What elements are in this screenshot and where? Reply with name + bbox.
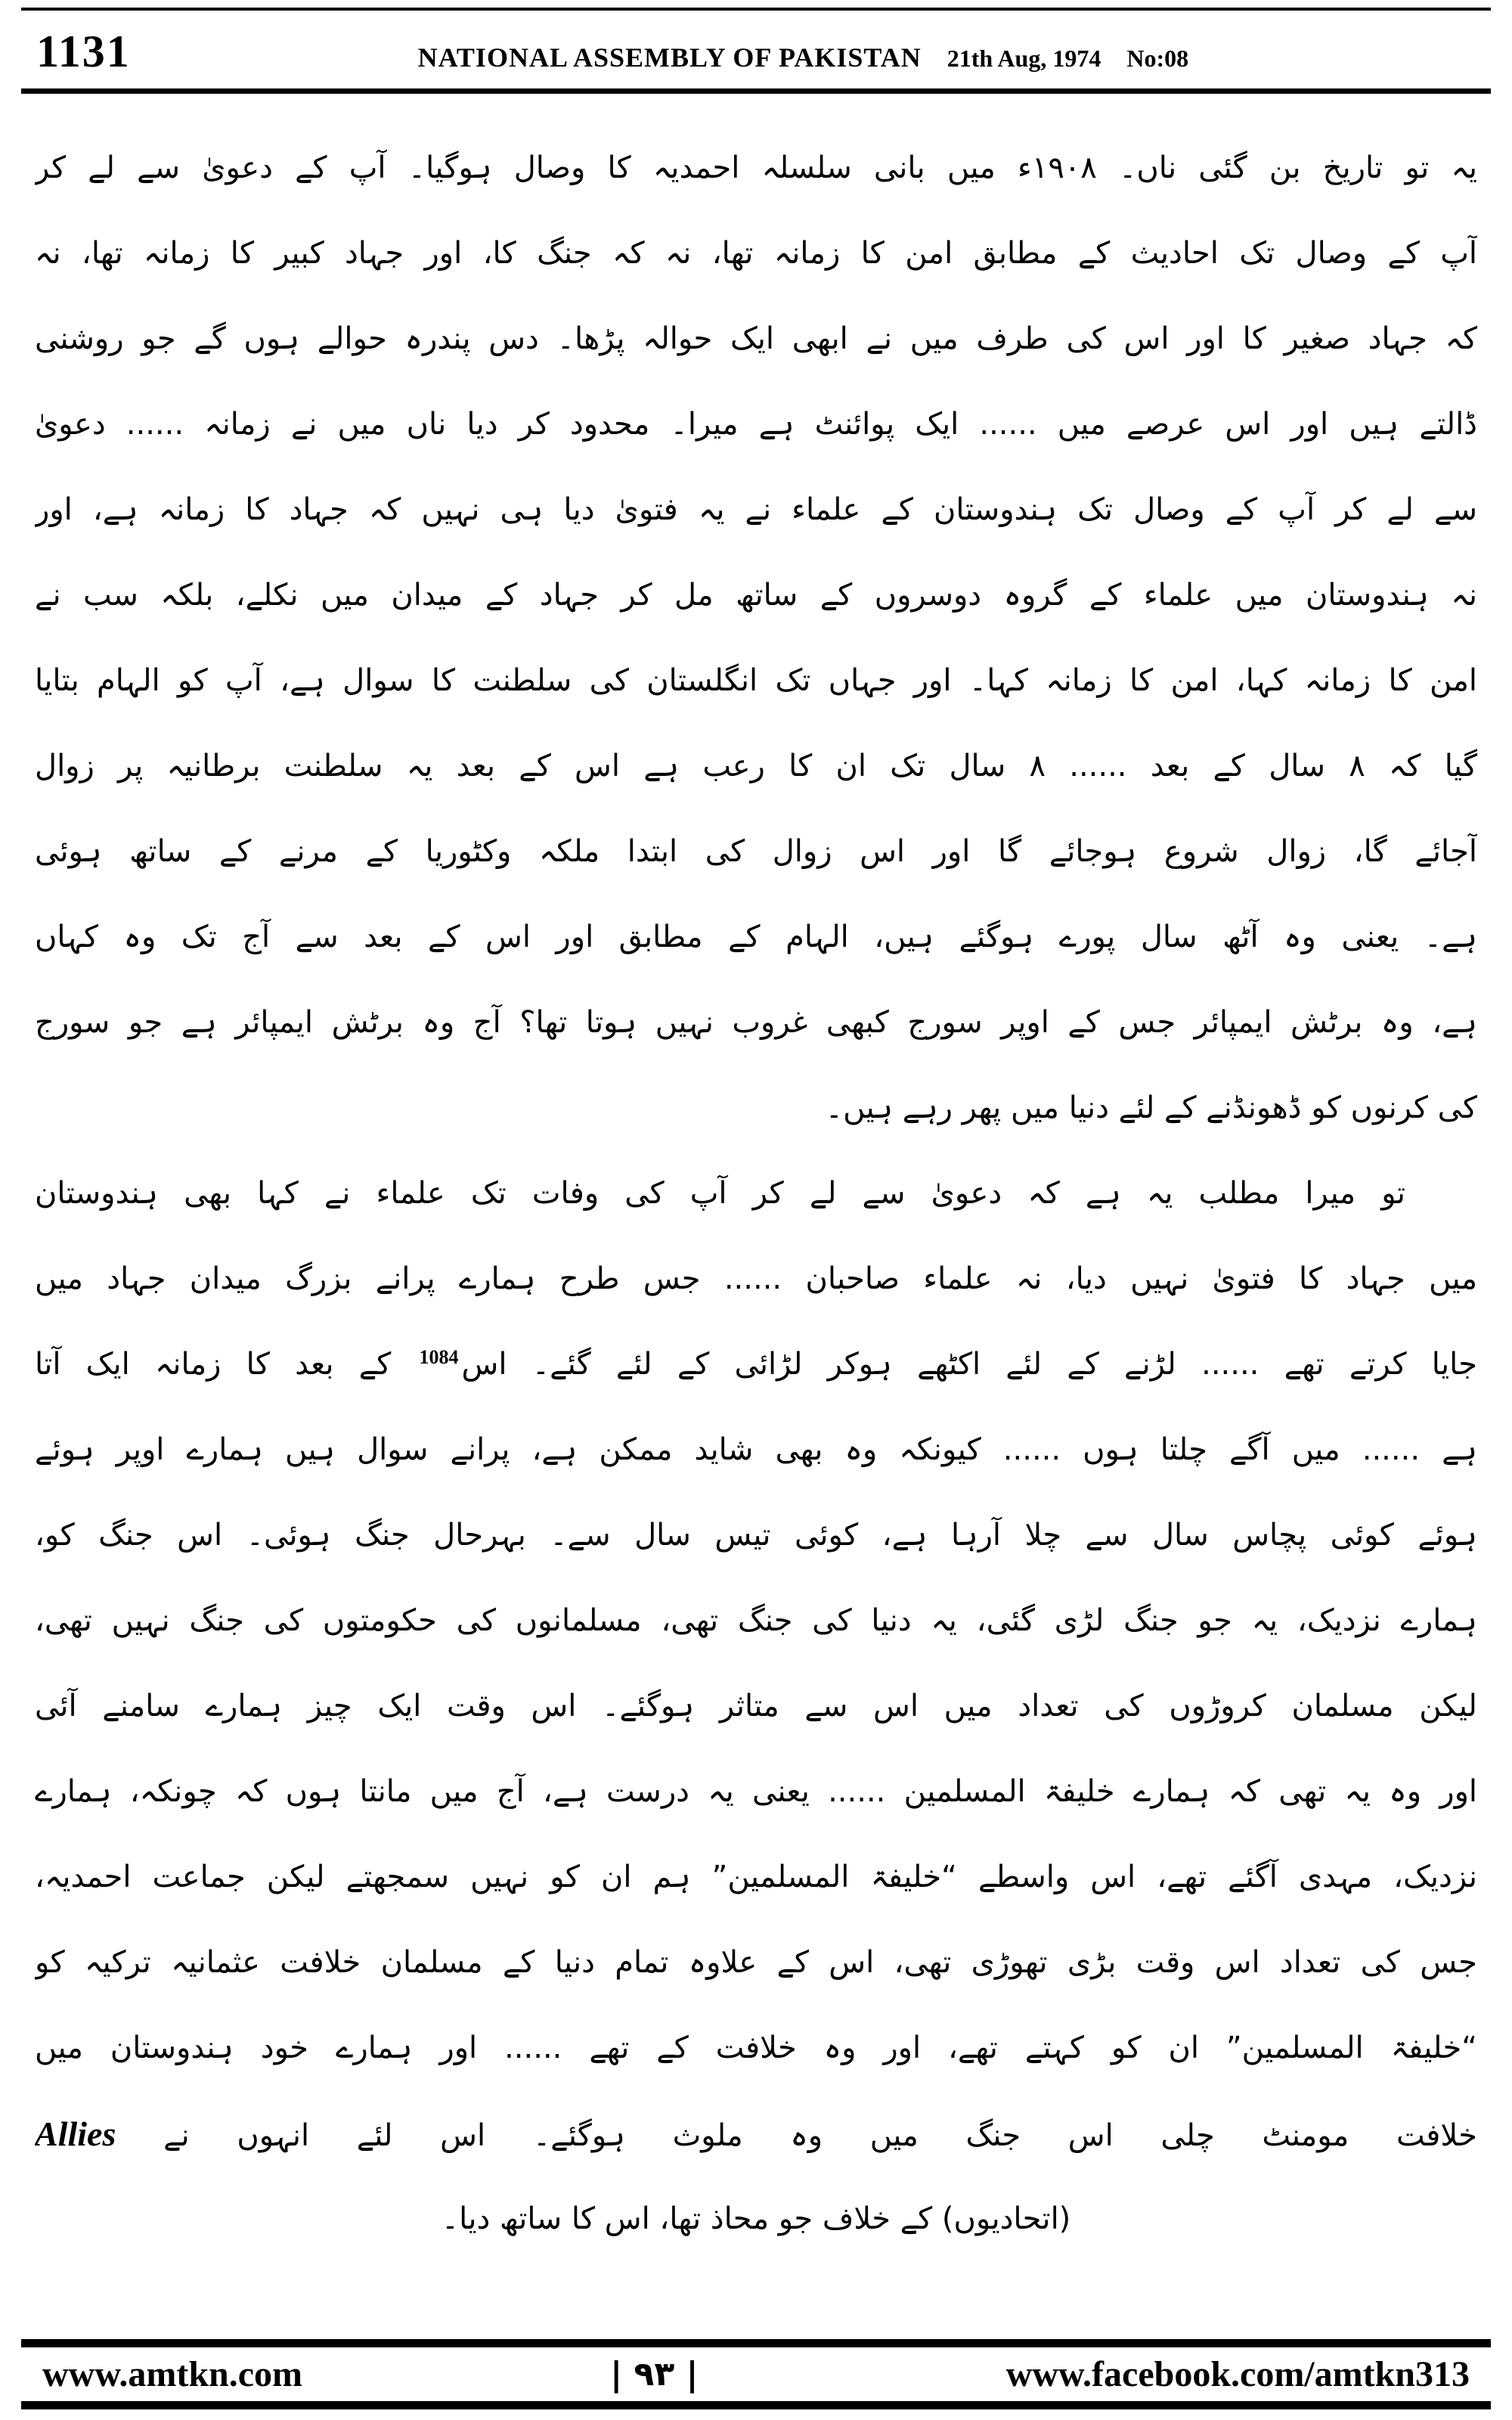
- body-line: ہے۔ یعنی وہ آٹھ سال پورے ہوگئے ہیں، الہام کے مطابق اور اس کے بعد سے آج تک وہ کہاں: [35, 920, 1477, 954]
- line-segment: خلافت مومنٹ چلی اس جنگ میں وہ ملوث ہوگئے۔ اس لئے انہوں نے: [163, 2118, 1477, 2153]
- line-segment: جایا کرتے تھے ...... لڑنے کے لئے اکٹھے ہوکر لڑائی کے لئے گئے۔ اس: [461, 1347, 1477, 1382]
- body-line: ہے ...... میں آگے چلتا ہوں ...... کیونکہ وہ بھی شاید ممکن ہے، پرانے سوال ہیں ہمارے اوپر ہوئے: [35, 1432, 1477, 1467]
- header-title-group: [131, 42, 1476, 73]
- body-line: ہوئے کوئی پچاس سال سے چلا آرہا ہے، کوئی تیس سال سے۔ بہرحال جنگ ہوئی۔ اس جنگ کو،: [35, 1518, 1477, 1553]
- facebook-url: www.facebook.com/amtkn313: [1005, 2354, 1470, 2394]
- footer-page-number: | ٩٣ |: [610, 2355, 699, 2394]
- body-line-paragraph-start: تو میرا مطلب یہ ہے کہ دعویٰ سے لے کر آپ کی وفات تک علماء نے کہا بھی ہندوستان: [35, 1176, 1405, 1211]
- website-url: www.amtkn.com: [42, 2354, 302, 2394]
- page-number: 1131: [36, 26, 131, 76]
- body-line-with-footnote: [35, 1322, 1477, 1407]
- body-line: آجائے گا، زوال شروع ہوجائے گا اور اس زوال کی ابتدا ملکہ وکٹوریا کے مرنے کے ساتھ ہوئی: [35, 834, 1477, 869]
- body-line: نزدیک، مہدی آگئے تھے، اس واسطے “خلیفۃ المسلمین” ہم ان کو نہیں سمجھتے لیکن جماعت احمدیہ،: [35, 1860, 1477, 1894]
- top-rule: [21, 8, 1491, 11]
- page-header: [0, 0, 1512, 78]
- issue-number: No:08: [1126, 45, 1189, 72]
- urdu-body-text: [0, 94, 1512, 2262]
- body-line: میں جہاد کا فتویٰ نہیں دیا، نہ علماء صاحبان ...... جس طرح ہمارے پرانے بزرگ میدان جہاد میں: [35, 1261, 1477, 1296]
- footnote-marker: 1084: [419, 1345, 459, 1368]
- body-line: ہے، وہ برٹش ایمپائر جس کے اوپر سورج کبھی غروب نہیں ہوتا تھا؟ آج وہ برٹش ایمپائر ہے جو سورج: [35, 1005, 1477, 1040]
- body-line: سے لے کر آپ کے وصال تک ہندوستان کے علماء نے یہ فتویٰ دیا ہی نہیں کہ جہاد کا زمانہ ہے، اور: [35, 492, 1477, 527]
- assembly-title: NATIONAL ASSEMBLY OF PAKISTAN: [417, 42, 922, 73]
- body-line: جس کی تعداد اس وقت بڑی تھوڑی تھی، اس کے علاوہ تمام دنیا کے مسلمان خلافت عثمانیہ ترکیہ کو: [35, 1945, 1477, 1980]
- line-segment: کے بعد کا زمانہ ایک آتا: [35, 1347, 417, 1382]
- english-word-allies: Allies: [35, 2114, 116, 2153]
- body-line: ڈالتے ہیں اور اس عرصے میں ...... ایک پوائنٹ ہے میرا۔ محدود کر دیا ناں میں نے زمانہ ...... دعویٰ: [35, 407, 1477, 442]
- body-line: کہ جہاد صغیر کا اور اس کی طرف میں نے ابھی ایک حوالہ پڑھا۔ دس پندرہ حوالے ہوں گے جو روشنی: [35, 321, 1477, 356]
- body-line-paragraph-end: کی کرنوں کو ڈھونڈنے کے لئے دنیا میں پھر رہے ہیں۔: [825, 1091, 1477, 1125]
- page-footer: [0, 2339, 1512, 2409]
- body-line: ہمارے نزدیک، یہ جو جنگ لڑی گئی، یہ دنیا کی جنگ تھی، مسلمانوں کی حکومتوں کی جنگ نہیں تھی،: [35, 1603, 1477, 1638]
- body-line: نہ ہندوستان میں علماء کے گروہ دوسروں کے ساتھ مل کر جہاد کے میدان میں نکلے، بلکہ سب نے: [35, 578, 1477, 613]
- footer-bottom-rule: [21, 2401, 1491, 2409]
- body-line: اور وہ یہ تھی کہ ہمارے خلیفۃ المسلمین ...... یعنی یہ درست ہے، آج میں مانتا ہوں کہ چونکہ، ہمارے: [35, 1774, 1477, 1809]
- body-line: آپ کے وصال تک احادیث کے مطابق امن کا زمانہ تھا، نہ کہ جنگ کا، اور جہاد کبیر کا زمانہ تھا، نہ: [35, 236, 1477, 271]
- body-line: یہ تو تاریخ بن گئی ناں۔ ۱۹۰۸ء میں بانی سلسلہ احمدیہ کا وصال ہوگیا۔ آپ کے دعویٰ سے لے کر: [35, 150, 1477, 185]
- body-line-paragraph-end: (اتحادیوں) کے خلاف جو محاذ تھا، اس کا ساتھ دیا۔: [441, 2201, 1071, 2236]
- body-line-with-english: [35, 2091, 1477, 2176]
- header-rule: [21, 88, 1491, 94]
- footer-top-rule: [21, 2339, 1491, 2347]
- session-date: 21th Aug, 1974: [947, 45, 1101, 72]
- body-line: امن کا زمانہ کہا، امن کا زمانہ کہا۔ اور جہاں تک انگلستان کی سلطنت کا سوال ہے، آپ کو الہام بتایا: [35, 663, 1477, 698]
- body-line: لیکن مسلمان کروڑوں کی تعداد میں اس سے متاثر ہوگئے۔ اس وقت ایک چیز ہمارے سامنے آئی: [35, 1689, 1477, 1723]
- body-line: “خلیفۃ المسلمین” ان کو کہتے تھے، اور وہ خلافت کے تھے ...... اور ہمارے خود ہندوستان میں: [35, 2031, 1477, 2065]
- body-line: گیا کہ ۸ سال کے بعد ...... ۸ سال تک ان کا رعب ہے اس کے بعد یہ سلطنت برطانیہ پر زوال: [35, 749, 1477, 783]
